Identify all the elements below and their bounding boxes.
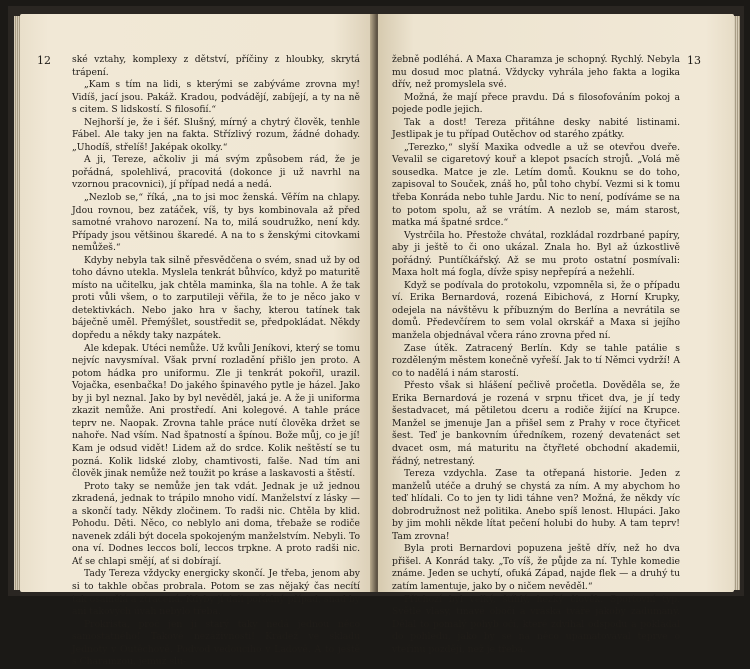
- paragraph: Ale kdepak. Utéci nemůže. Už kvůli Jeníkovi, který se tomu nejvíc navysmíval. Však první rozladění přišlo jen proto. A potom hádka pro uniformu. Zle ji tenkrát pokořil, urazil. Vojačka, esenbačka! Do jakého špinavého pytle je házel. Jako by ji byl neznal. Jako by byl nevěděl, jaká je. A že ji uniforma zkazit nemůže. Ani prostředí. Ani kolegové. A tahle práce teprv ne. Naopak. Zrovna tahle práce nutí člověka držet se nahoře. Nad vším. Nad špatností a špínou. Bože můj, co je jí! Kam je odsud vidět! Lidem až do srdce. Kolik neštěstí se tu pozná. Kolik lidské zloby, chamtivosti, falše. Nad tím ani člověk jinak nemůže než toužit po kráse a laskavosti a štěstí.: [72, 342, 360, 480]
- right-page: [378, 14, 734, 655]
- paragraph: Byla proti Bernardovi popuzena ještě dřív, než ho dva přišel. A Konrád taky. „To víš, že půjde za ní. Tyhle komedie známe. Jeden se uchytí, ofuká Západ, najde flek — a druhý tu zatím lamentuje, jako by o ničem nevěděl.“: [392, 543, 680, 592]
- paragraph: Prokrista, proč jen ji starý taky nedá jednou něco samostatného! Takové nezáživnosti! Krádež ve skladu Jednoty v Outěchově. Podvod vedoucího v Ladově. A to ještě s Charamzou, jemuž slu-: [72, 618, 360, 668]
- paragraph: Tereza vzdychla. Zase ta otřepaná historie. Jeden z manželů utéče a druhý se chystá za ním. A my abychom ho teď hlídali. Co to jen ty lidi táhne ven? Možná, že někdy víc dobrodružnost než politika. Anebo spíš lenost. Hlupáci. Jako by jim mohli někde lítat pečení holubi do huby. A tam teprv! Tam zrovna!: [392, 468, 680, 542]
- paragraph: Když se podívala do protokolu, vzpomněla si, že o případu ví. Erika Bernardová, rozená Eibichová, z Horní Krupky, odejela na návštěvu k příbuzným do Berlína a nevrátila se domů. Předevčírem to sem volal okrskář a Maxa si jejího manžela objednával včera ráno zrovna před ní.: [392, 279, 680, 342]
- paragraph: „Nezlob se,“ říká, „na to jsi moc ženská. Věřím na chlapy. Jdou rovnou, bez zatáček, víš, ty bys kombinovala až před samotné vrahovo narození. Na to, milá soudružko, není kdy. Případy jsou většinou škaredé. A na to s ženskými citovkami nemůžeš.“: [72, 192, 360, 254]
- left-page-text: [72, 54, 360, 669]
- paragraph: Vystrčila ho. Přestože chvátal, rozkládal rozdrbané papíry, aby ji ještě to či ono ukázal. Znala ho. Byl až úzkostlivě pořádný. Puntíčkářský. Až se mu proto ostatní posmívali: Maxa holt má fogla, dívže spisy nepřepírá a nežehlí.: [392, 229, 680, 279]
- paragraph: Nejhorší je, že i šéf. Slušný, mírný a chytrý člověk, tenhle Fábel. Ale taky jen na fakta. Střízlivý rozum, žádné dohady. „Uhodíš, střelíš! Jaképak okolky.“: [72, 116, 360, 153]
- page-number-right: 13: [687, 54, 701, 67]
- right-page-text: [392, 54, 680, 656]
- paragraph: Přesto však si hlášení pečlivě pročetla. Dověděla se, že Erika Bernardová je rozená v srpnu třicet dva, je jí tedy šestadvacet, má pětiletou dceru a rodiče žijící na Krupce. Manžel se jmenuje Jan a přišel sem z Prahy v roce čtyřicet šest. Teď je bankovním úředníkem, rozený devatenáct set dvacet osm, má maturitu na čtyřleté obchodní akademii, řádný, netrestaný.: [392, 380, 680, 467]
- paragraph: „Terezko,“ slyší Maxika odvedle a už se otevřou dveře. Vevalil se cigaretový kouř a klepot psacích strojů. „Volá mě sousedka. Matce je zle. Letím domů. Kouknu se do toho, zapisoval to Souček, znáš ho, půl toho chybí. Vezmi si k tomu třeba Konráda nebo tuhle Jardu. Nic to není, podíváme se na to potom spolu, až se vrátím. A nezlob se, mám starost, matka má špatné srdce.“: [392, 141, 680, 229]
- paragraph: Tady Tereza vždycky energicky skončí. Je třeba, jenom aby si to takhle občas probrala. Potom se zas nějaký čas necítí tak osamělá a ztracená. Kdyby jí dali pořádný případ, snad by ani takových úvah nebylo třeba.: [72, 568, 360, 618]
- left-page: [20, 14, 376, 668]
- paragraph: ské vztahy, komplexy z dětství, příčiny z hloubky, skrytá trápení.: [72, 54, 360, 78]
- paragraph: Tak a dost! Tereza přitáhne desky nabité listinami. Jestlipak je tu případ Outěchov od starého zpátky.: [392, 116, 680, 141]
- paragraph: Proto taky se nemůže jen tak vdát. Jednak je už jednou zkradená, jednak to trápilo mnoho vidí. Manželství z lásky — a skončí tady. Někdy zločinem. To radši nic. Chtěla by klid. Pohodu. Děti. Něco, co neblylo ani doma, třebaže se rodiče navenek zdáli být docela spokojeným manželstvím. Nebyli. To ona ví. Dodnes leccos bolí, leccos trpkne. A proto radši nic. Ať se chlapi smějí, ať si dobírají.: [72, 480, 360, 567]
- paragraph: žebně podléhá. A Maxa Charamza je schopný. Rychlý. Nebyla mu dosud moc platná. Vždycky vyhrála jeho fakta a logika dřív, než promyslela své.: [392, 54, 680, 91]
- paragraph: Možná, že mají přece pravdu. Dá s filosofováním pokoj a pojede podle jejich.: [392, 91, 680, 116]
- paragraph: Kdyby nebyla tak silně přesvědčena o svém, snad už by od toho dávno utekla. Myslela tenkrát bůhvíco, když po maturitě místo na učitelku, jak chtěla maminka, šla na tohle. A že tak proti vůli všem, o to zarputileji věřila, že to je něco jako v detektivkách. Nebo jako hra v šachy, kterou tatínek tak báječně uměl. Přemýšlet, soustředit se, předpokládat. Někdy dopředu a někdy taky nazpátek.: [72, 254, 360, 342]
- paragraph: „Kam s tím na lidi, s kterými se zabýváme zrovna my! Vidíš, jací jsou. Pakáž. Kradou, podvádějí, zabíjejí, a ty na ně s citem. S lidskostí. S filosofií.“: [72, 79, 360, 116]
- right-page-edges: [734, 16, 740, 590]
- paragraph: A ji, Tereze, ačkoliv ji má svým způsobem rád, že je pořádná, spolehlivá, pracovitá (dokonce ji už navrhl na vzornou pracovnici), jí případ nedá a nedá.: [72, 154, 360, 191]
- open-book: [8, 6, 744, 668]
- paragraph: Přichozí byl velký, štíhlý, hezký člověk. Sportovní typ. Světlé vlasy, tmavé obočí a vráska tváře jakoby zadumaný. Dělal to pomalý pohyb očí, které zdvihal odspodu a pokládal do pohledu, jako by se na něco upamatovával teprve o vteřinu později, než je třeba.: [392, 593, 680, 655]
- paragraph: Zase útěk. Zatracený Berlín. Kdy se tahle patálie s rozděleným městem konečně vyřeší. Jak to tí Němci vydrží! A co to nadělá i nám starostí.: [392, 342, 680, 379]
- page-number-left: 12: [37, 54, 51, 67]
